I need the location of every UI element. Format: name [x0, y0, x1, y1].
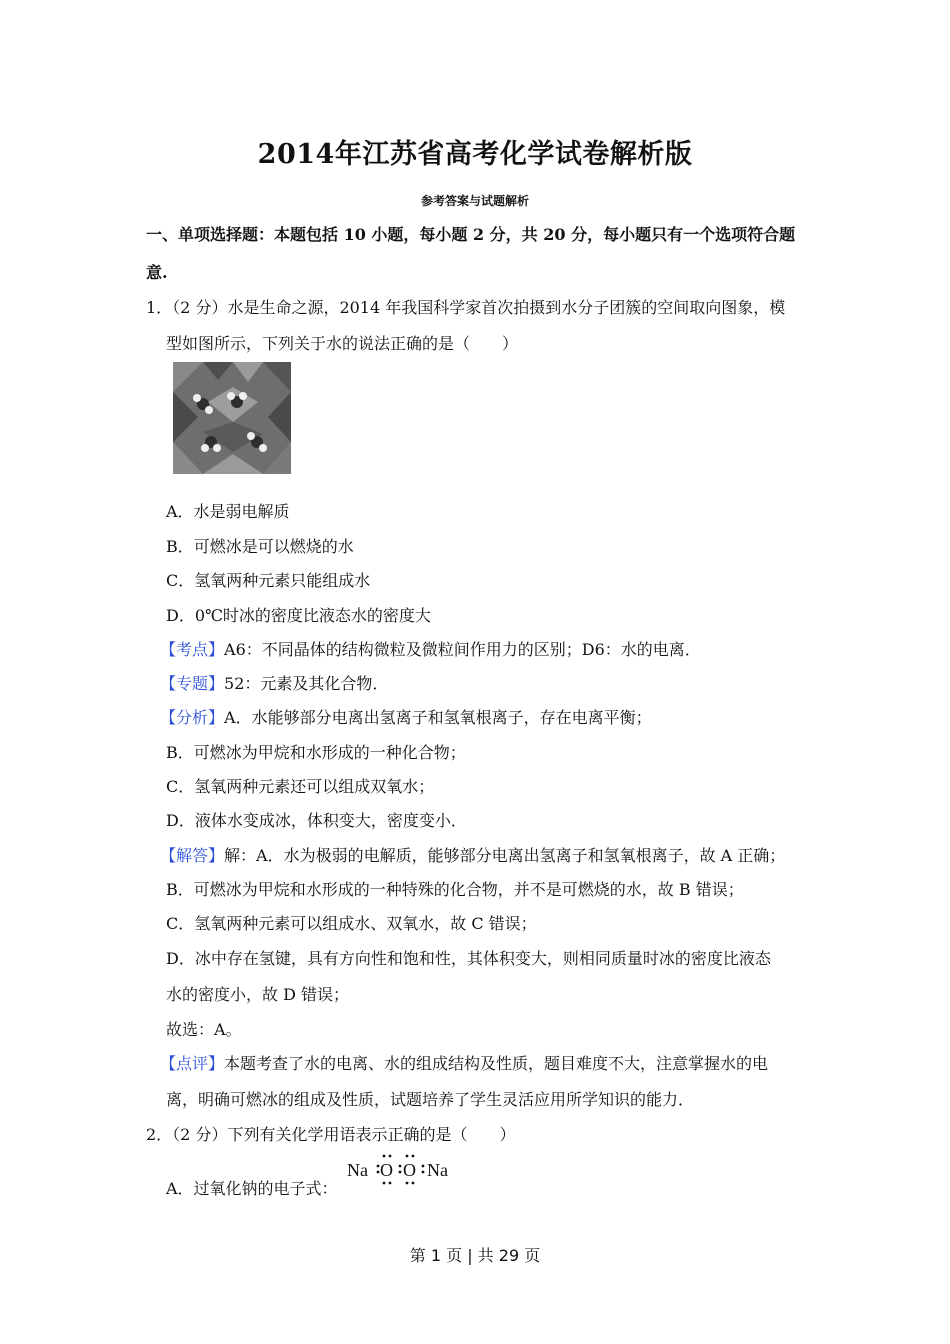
kaodian-row [160, 637, 701, 660]
q2-option-a: A．过氧化钠的电子式： [166, 1179, 338, 1198]
document-subtitle: 参考答案与试题解析 [420, 194, 529, 208]
dianping-text-1: 本题考查了水的电离、水的组成结构及性质，题目难度不大，注意掌握水的电 [224, 1054, 769, 1073]
fenxi-text-2: B．可燃冰为甲烷和水形成的一种化合物； [166, 743, 466, 762]
q2-stem: 2．（2 分）下列有关化学用语表示正确的是（ ） [146, 1125, 516, 1144]
dianping-row [160, 1051, 768, 1074]
fenxi-text-3: C．氢氧两种元素还可以组成双氧水； [166, 777, 435, 796]
jieda-text-2: B．可燃冰为甲烷和水形成的一种特殊的化合物，并不是可燃烧的水，故 B 错误； [166, 880, 744, 899]
jieda-text-3: C．氢氧两种元素可以组成水、双氧水，故 C 错误； [166, 914, 537, 933]
jieda-text-6: 故选：A。 [166, 1020, 242, 1039]
q1-option-a: A．水是弱电解质 [166, 502, 290, 521]
water-cluster-image [173, 362, 291, 474]
fenxi-tag: 【分析】 [160, 708, 225, 727]
fenxi-row [160, 705, 652, 728]
jieda-text-4: D．冰中存在氢键，具有方向性和饱和性，其体积变大，则相同质量时冰的密度比液态 [166, 949, 771, 968]
page-footer: 第 1 页 | 共 29 页 [409, 1246, 541, 1265]
kaodian-tag: 【考点】 [160, 640, 225, 659]
q1-option-d: D．0℃时冰的密度比液态水的密度大 [166, 606, 431, 625]
fenxi-text-4: D．液体水变成冰，体积变大，密度变小． [166, 811, 467, 830]
jieda-text-1: 解：A．水为极弱的电解质，能够部分电离出氢离子和氢氧根离子，故 A 正确； [224, 846, 786, 865]
q1-stem-line2: 型如图所示，下列关于水的说法正确的是（ ） [166, 334, 519, 353]
zhuanti-row [160, 671, 388, 694]
jieda-tag: 【解答】 [160, 846, 225, 865]
zhuanti-text: 52：元素及其化合物． [224, 674, 389, 693]
dianping-text-2: 离，明确可燃冰的组成及性质，试题培养了学生灵活应用所学知识的能力． [166, 1090, 695, 1109]
section-heading-line1: 一、单项选择题：本题包括 10 小题，每小题 2 分，共 20 分，每小题只有一个选项符合题 [146, 225, 796, 244]
formula-na-right: Na [427, 1160, 448, 1180]
sodium-peroxide-electron-formula [345, 1152, 457, 1186]
formula-o-2: O [403, 1160, 416, 1180]
formula-o-1: O [380, 1160, 393, 1180]
q1-stem-line1: 1．（2 分）水是生命之源，2014 年我国科学家首次拍摄到水分子团簇的空间取向图象，模 [146, 298, 786, 317]
kaodian-text: A6：不同晶体的结构微粒及微粒间作用力的区别；D6：水的电离． [224, 640, 701, 659]
document-title: 2014年江苏省高考化学试卷解析版 [257, 139, 693, 170]
jieda-text-5: 水的密度小，故 D 错误； [166, 985, 350, 1004]
jieda-row [160, 843, 785, 866]
q1-option-c: C．氢氧两种元素只能组成水 [166, 571, 371, 590]
section-heading-line2: 意. [146, 263, 168, 282]
dianping-tag: 【点评】 [160, 1054, 225, 1073]
formula-na-left: Na [347, 1160, 368, 1180]
zhuanti-tag: 【专题】 [160, 674, 225, 693]
fenxi-text-1: A．水能够部分电离出氢离子和氢氧根离子，存在电离平衡； [224, 708, 652, 727]
q1-option-b: B．可燃冰是可以燃烧的水 [166, 537, 354, 556]
